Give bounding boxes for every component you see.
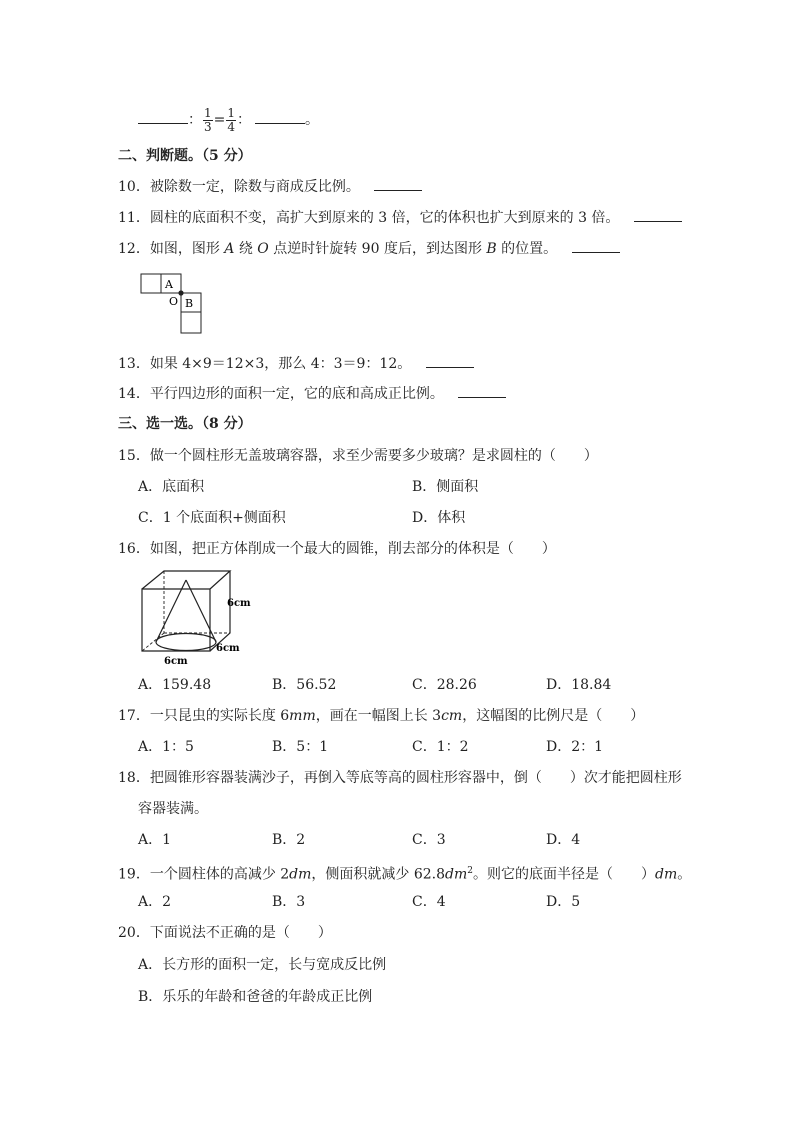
answer-blank[interactable] bbox=[374, 178, 422, 191]
rotation-figure bbox=[138, 272, 208, 338]
section-heading-judgement: 二、判断题。（5 分） bbox=[118, 148, 252, 164]
q17-option-a[interactable]: A．1：5 bbox=[138, 739, 194, 755]
q18-option-d[interactable]: D．4 bbox=[546, 832, 581, 848]
q19-option-b[interactable]: B．3 bbox=[272, 894, 306, 910]
q16-option-d[interactable]: D．18.84 bbox=[546, 677, 612, 693]
q20-option-a[interactable]: A．长方形的面积一定，长与宽成反比例 bbox=[138, 957, 387, 973]
fraction-1-3: $\frac{1}{3}$ bbox=[204, 105, 212, 134]
cube-right-face bbox=[210, 571, 230, 651]
square-b-bottom bbox=[181, 312, 201, 333]
question-19: 19．一个圆柱体的高减少 2dm，侧面积就减少 $62.8dm^2$。则它的底面半径是（ ）dm。 bbox=[118, 866, 692, 883]
answer-blank[interactable] bbox=[458, 385, 506, 398]
label-o: O bbox=[169, 295, 179, 308]
q17-option-b[interactable]: B．5：1 bbox=[272, 739, 329, 755]
q15-option-b[interactable]: B．侧面积 bbox=[412, 479, 479, 495]
label-a: A bbox=[165, 278, 173, 291]
question-11: 11．圆柱的底面积不变，高扩大到原来的 3 倍，它的体积也扩大到原来的 3 倍。 bbox=[118, 208, 682, 228]
q19-option-d[interactable]: D．5 bbox=[546, 894, 581, 910]
question-18-line-2: 容器装满。 bbox=[138, 801, 208, 817]
q16-option-a[interactable]: A．159.48 bbox=[138, 677, 212, 693]
q15-option-c[interactable]: C．1 个底面积+侧面积 bbox=[138, 510, 286, 526]
question-17: 17．一只昆虫的实际长度 6mm，画在一幅图上长 3cm，这幅图的比例尺是（ ） bbox=[118, 708, 645, 724]
square-a-left bbox=[141, 274, 161, 293]
question-10: 10．被除数一定，除数与商成反比例。 bbox=[118, 177, 422, 197]
label-depth: 6cm bbox=[216, 643, 240, 654]
label-b: B bbox=[185, 297, 194, 310]
question-16: 16．如图，把正方体削成一个最大的圆锥，削去部分的体积是（ ） bbox=[118, 541, 556, 557]
q17-option-c[interactable]: C．1：2 bbox=[412, 739, 469, 755]
q18-option-c[interactable]: C．3 bbox=[412, 832, 446, 848]
question-12: 12．如图，图形 A 绕 O 点逆时针旋转 90 度后，到达图形 B 的位置。 bbox=[118, 239, 620, 259]
hidden-edge-left bbox=[142, 633, 164, 651]
question-15: 15．做一个圆柱形无盖玻璃容器，求至少需要多少玻璃？是求圆柱的（ ） bbox=[118, 448, 598, 464]
q17-option-d[interactable]: D．2：1 bbox=[546, 739, 604, 755]
label-height: 6cm bbox=[227, 598, 251, 609]
answer-blank[interactable] bbox=[426, 355, 474, 368]
q16-option-b[interactable]: B．56.52 bbox=[272, 677, 337, 693]
fraction-1-4: $\frac{1}{4}$ bbox=[227, 105, 236, 134]
q19-option-c[interactable]: C．4 bbox=[412, 894, 446, 910]
question-14: 14．平行四边形的面积一定，它的底和高成正比例。 bbox=[118, 384, 506, 404]
pivot-point-o bbox=[178, 290, 183, 295]
answer-blank[interactable] bbox=[255, 111, 305, 124]
answer-blank[interactable] bbox=[572, 240, 620, 253]
label-width: 6cm bbox=[164, 656, 188, 667]
answer-blank[interactable] bbox=[138, 111, 188, 124]
question-20: 20．下面说法不正确的是（ ） bbox=[118, 925, 332, 941]
q19-option-a[interactable]: A．2 bbox=[138, 894, 172, 910]
cube-front-face bbox=[142, 589, 210, 651]
question-13: 13．如果 4×9＝12×3，那么 4：3＝9：12。 bbox=[118, 354, 474, 374]
q20-option-b[interactable]: B．乐乐的年龄和爸爸的年龄成正比例 bbox=[138, 989, 373, 1005]
answer-blank[interactable] bbox=[634, 209, 682, 222]
q15-option-d[interactable]: D．体积 bbox=[412, 510, 466, 526]
q15-option-a[interactable]: A．底面积 bbox=[138, 479, 205, 495]
ratio-line: ： $\frac{1}{3}$ = $\frac{1}{4}$ ： 。 bbox=[138, 106, 319, 134]
q18-option-a[interactable]: A．1 bbox=[138, 832, 172, 848]
section-heading-choice: 三、选一选。（8 分） bbox=[118, 416, 252, 432]
q16-option-c[interactable]: C．28.26 bbox=[412, 677, 477, 693]
q18-option-b[interactable]: B．2 bbox=[272, 832, 306, 848]
question-18-line-1: 18．把圆锥形容器装满沙子，再倒入等底等高的圆柱形容器中，倒（ ）次才能把圆柱形 bbox=[118, 770, 682, 786]
cube-cone-figure bbox=[136, 566, 254, 668]
cone-base bbox=[156, 634, 216, 651]
